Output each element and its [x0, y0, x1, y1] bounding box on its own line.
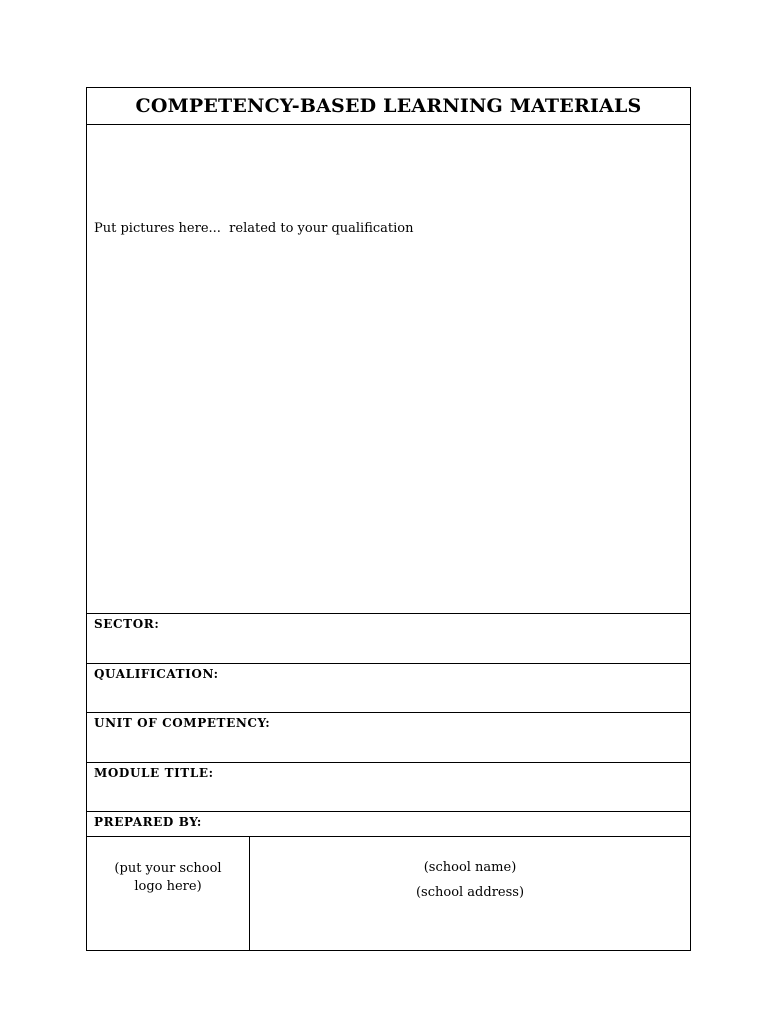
- school-info-row: [87, 837, 690, 950]
- school-name: (school name): [423, 860, 517, 875]
- school-logo-cell: [87, 837, 250, 950]
- picture-placeholder-text: Put pictures here... related to your qualification: [94, 221, 414, 236]
- school-logo-placeholder: [87, 860, 249, 896]
- prepared-by-label: PREPARED BY:: [94, 815, 202, 829]
- document-title: COMPETENCY-BASED LEARNING MATERIALS: [135, 95, 642, 117]
- qualification-row: [87, 664, 690, 713]
- module-title-label: MODULE TITLE:: [94, 766, 214, 780]
- school-address: (school address): [415, 885, 525, 900]
- prepared-by-row: [87, 812, 690, 837]
- logo-placeholder-line-1: (put your school: [114, 861, 222, 876]
- school-details-cell: [250, 837, 690, 950]
- unit-of-competency-label: UNIT OF COMPETENCY:: [94, 716, 271, 730]
- sector-row: [87, 614, 690, 664]
- cover-form-table: [86, 87, 691, 951]
- picture-area: [87, 125, 690, 614]
- title-row: [87, 88, 690, 125]
- qualification-label: QUALIFICATION:: [94, 667, 219, 681]
- logo-placeholder-line-2: logo here): [134, 879, 202, 894]
- module-title-row: [87, 763, 690, 812]
- sector-label: SECTOR:: [94, 617, 160, 631]
- unit-of-competency-row: [87, 713, 690, 763]
